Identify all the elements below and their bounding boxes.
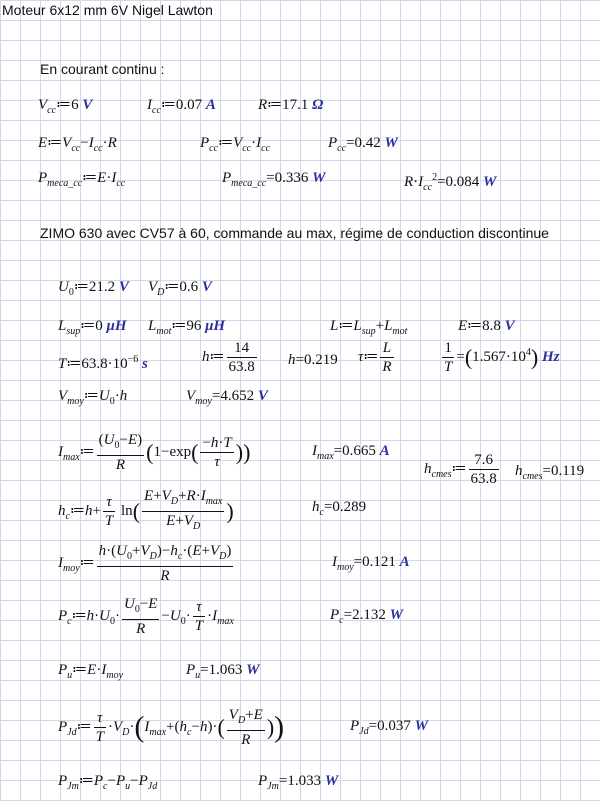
eq-h-result: h=0.219 — [288, 352, 338, 368]
eq-tau-def: τ≔ $\frac{L}{R}$ — [358, 340, 392, 375]
eq-pcc-def: $P_{cc}≔V_{cc}\cdot I_{cc}$ — [200, 135, 271, 154]
eq-hcmes-def: $h_{cmes}≔$ $\frac{7.6}{63.8}$ — [424, 452, 497, 487]
eq-lmot-def: $L_{mot}≔96$ μH — [148, 318, 226, 337]
eq-pjd-def: $P_{Jd}≔$ $\frac{\tau}{T}$ $\cdot V_D\cdot(I_{max}+(h_c-h)\cdot$( $\frac{V_D+E}{R}$ )) — [58, 707, 285, 748]
eq-u0-def: $U_0≔21.2$ V — [58, 279, 129, 298]
eq-t-def: $T≔63.8\cdot 10^{-6}$ s — [58, 354, 148, 372]
eq-e-def: $E≔V_{cc}-I_{cc}\cdot R$ — [38, 135, 117, 154]
eq-hc-result: $h_c=0.289$ — [312, 499, 367, 518]
eq-vcc-def: $V_{cc}≔6$ V — [38, 97, 93, 116]
eq-freq-result: $\frac{1}{T}$ $=(1.567\cdot 10^4)$ Hz — [444, 340, 560, 375]
eq-pjd-result: $P_{Jd}=0.037$ W — [350, 718, 428, 737]
section-continu: En courant continu : — [40, 61, 165, 77]
eq-pc-result: $P_c=2.132$ W — [330, 607, 403, 626]
eq-hc-def: $h_c≔h+$ $\frac{\tau}{T}$ ln( $\frac{E+V_D+R\cdot I_{max}}{E+V_D}$ ) — [58, 488, 234, 532]
eq-imax-result: $I_{max}=0.665$ A — [312, 443, 390, 462]
eq-r-def: R≔17.1 Ω — [258, 97, 324, 113]
eq-imoy-def: $I_{moy}≔$ $\frac{h\cdot(U_0+V_D)-h_c\cdot(E+V_D)}{R}$ — [58, 543, 232, 584]
page-title: Moteur 6x12 mm 6V Nigel Lawton — [2, 2, 213, 18]
eq-e-value: E≔8.8 V — [458, 318, 515, 334]
eq-pc-def: $P_c≔h\cdot U_0\cdot$ $\frac{U_0-E}{R}$ $-U_0\cdot$ $\frac{\tau}{T}$ $\cdot I_{max}$ — [58, 596, 234, 637]
eq-vd-def: $V_D≔0.6$ V — [148, 279, 212, 298]
section-zimo: ZIMO 630 avec CV57 à 60, commande au max, régime de conduction discontinue — [40, 225, 549, 241]
eq-imoy-result: $I_{moy}=0.121$ A — [332, 554, 410, 573]
eq-imax-def: $I_{max}≔$ $\frac{(U_0-E)}{R}$ (1−exp( $\frac{-h\cdot T}{\tau}$ )) — [58, 432, 251, 473]
eq-ricc2-result: $R\cdot I_{cc}^2=0.084$ W — [404, 172, 497, 193]
eq-pmeca-result: $P_{meca\_cc}=0.336$ W — [222, 170, 326, 189]
eq-pu-def: $P_u≔E\cdot I_{moy}$ — [58, 662, 124, 681]
eq-h-def: h≔ $\frac{14}{63.8}$ — [202, 340, 255, 375]
eq-pjm-result: $P_{Jm}=1.033$ W — [258, 773, 339, 792]
eq-lsup-def: $L_{sup}≔0$ μH — [58, 318, 127, 337]
eq-vmoy-def: $V_{moy}≔U_0\cdot h$ — [58, 388, 128, 407]
eq-l-def: $L≔L_{sup}+L_{mot}$ — [330, 318, 408, 337]
eq-pu-result: $P_u=1.063$ W — [186, 662, 260, 681]
eq-hcmes-result: $h_{cmes}=0.119$ — [515, 463, 585, 482]
eq-pjm-def: $P_{Jm}≔P_c-P_u-P_{Jd}$ — [58, 773, 158, 792]
eq-icc-def: $I_{cc}≔0.07$ A — [147, 97, 216, 116]
eq-pmeca-def: $P_{meca\_cc}≔E\cdot I_{cc}$ — [38, 170, 126, 189]
eq-vmoy-result: $V_{moy}=4.652$ V — [186, 388, 268, 407]
eq-pcc-result: $P_{cc}=0.42$ W — [328, 135, 398, 154]
